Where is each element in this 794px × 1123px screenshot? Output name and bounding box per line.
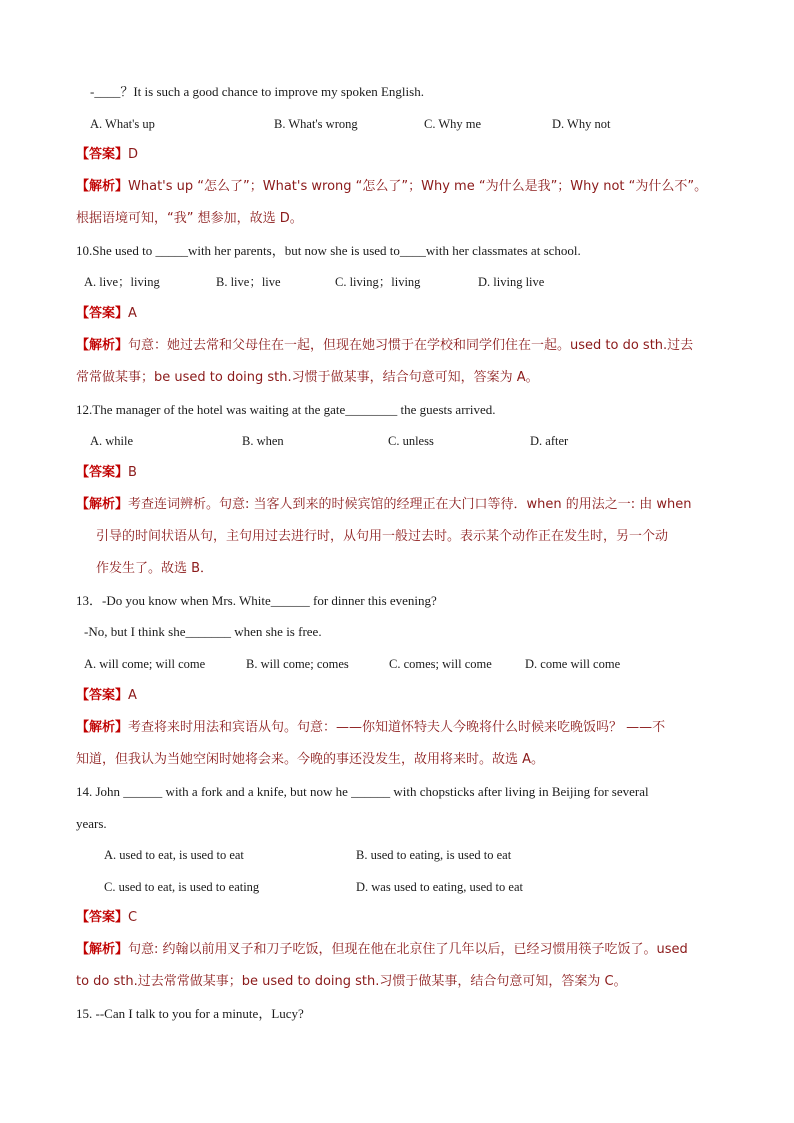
q13-option-b: B. will come; comes (246, 657, 349, 671)
q10-option-c: C. living；living (335, 275, 421, 289)
answer-value: A (128, 306, 137, 321)
q9-option-a: A. What's up (90, 117, 155, 131)
q9-option-d: D. Why not (552, 117, 611, 131)
q12-explanation-line-3: 作发生了。故选 B． (96, 561, 214, 576)
answer-value: B (128, 465, 137, 480)
answer-value: C (128, 910, 138, 925)
q13-answer (76, 687, 137, 705)
explanation-tag: 【解析】 (76, 942, 129, 957)
q10-option-a: A. live；living (84, 275, 160, 289)
q14-option-a: A. used to eat, is used to eat (104, 848, 244, 862)
question-13-text-2: -No, but I think she_______ when she is free. (84, 624, 322, 639)
q13-explanation-line-2: 知道，但我认为当她空闲时她将会来。今晚的事还没发生，故用将来时。故选 A。 (76, 752, 545, 767)
explanation-tag: 【解析】 (76, 338, 129, 353)
explanation-tag: 【解析】 (76, 497, 129, 512)
q9-answer (76, 146, 138, 164)
question-14-text: 14. John ______ with a fork and a knife, but now he ______ with chopsticks after living in Beijing for several (76, 784, 649, 799)
answer-value: A (128, 688, 137, 703)
question-14-text-2: years. (76, 816, 107, 831)
q10-option-d: D. living live (478, 275, 545, 289)
question-10-text: 10.She used to _____with her parents，but now she is used to____with her classmates at school. (76, 243, 581, 258)
answer-tag: 【答案】 (76, 910, 129, 925)
q14-answer (76, 909, 137, 927)
q14-explanation-line-1 (76, 941, 688, 959)
explanation-text: What's up “怎么了”；What's wrong “怎么了”；Why me “为什么是我”；Why not “为什么不”。 (128, 179, 708, 194)
q12-explanation-line-2: 引导的时间状语从句，主句用过去进行时，从句用一般过去时。表示某个动作正在发生时，另一个动 (96, 529, 669, 544)
answer-tag: 【答案】 (76, 465, 129, 480)
q10-answer (76, 305, 137, 323)
q10-option-b: B. live；live (216, 275, 281, 289)
q10-explanation-line-1 (76, 337, 693, 355)
q13-explanation-line-1 (76, 719, 665, 737)
q12-option-a: A. while (90, 434, 134, 448)
explanation-tag: 【解析】 (76, 179, 129, 194)
q14-option-d: D. was used to eating, used to eat (356, 880, 523, 894)
explanation-text: 考查将来时用法和宾语从句。句意：——你知道怀特夫人今晚将什么时候来吃晚饭吗？ ——不 (128, 720, 666, 735)
explanation-tag: 【解析】 (76, 720, 129, 735)
q12-explanation-line-1 (76, 496, 692, 514)
explanation-text: 考查连词辨析。句意: 当客人到来的时候宾馆的经理正在大门口等待．when 的用法之一: 由 when (128, 497, 692, 512)
q14-explanation-line-2: to do sth.过去常常做某事；be used to doing sth.习惯于做某事，结合句意可知，答案为 C。 (76, 974, 627, 989)
q13-option-d: D. come will come (525, 657, 621, 671)
q12-answer (76, 464, 137, 482)
q9-explanation-line-2: 根据语境可知，“我” 想参加，故选 D。 (76, 211, 303, 226)
q14-option-c: C. used to eat, is used to eating (104, 880, 260, 894)
question-12-text: 12.The manager of the hotel was waiting at the gate________ the guests arrived. (76, 402, 496, 417)
q12-option-b: B. when (242, 434, 284, 448)
q13-option-c: C. comes; will come (389, 657, 492, 671)
answer-tag: 【答案】 (76, 306, 129, 321)
q9-explanation-line-1 (76, 178, 707, 196)
explanation-text: 句意: 约翰以前用叉子和刀子吃饭，但现在他在北京住了几年以后，已经习惯用筷子吃饭了。used (128, 942, 688, 957)
q10-explanation-line-2: 常常做某事；be used to doing sth.习惯于做某事，结合句意可知，答案为 A。 (76, 370, 539, 385)
q13-option-a: A. will come; will come (84, 657, 206, 671)
q12-option-c: C. unless (388, 434, 434, 448)
q14-option-b: B. used to eating, is used to eat (356, 848, 512, 862)
q12-option-d: D. after (530, 434, 569, 448)
question-9-text: -____？It is such a good chance to improve my spoken English. (90, 84, 424, 99)
explanation-text: 句意：她过去常和父母住在一起，但现在她习惯于在学校和同学们住在一起。used to do sth.过去 (128, 338, 694, 353)
question-13-text: 13．-Do you know when Mrs. White______ for dinner this evening? (76, 593, 437, 608)
answer-value: D (128, 147, 139, 162)
q9-option-c: C. Why me (424, 117, 482, 131)
question-15-text: 15. --Can I talk to you for a minute，Lucy? (76, 1006, 304, 1021)
answer-tag: 【答案】 (76, 688, 129, 703)
answer-tag: 【答案】 (76, 147, 129, 162)
q9-option-b: B. What's wrong (274, 117, 358, 131)
